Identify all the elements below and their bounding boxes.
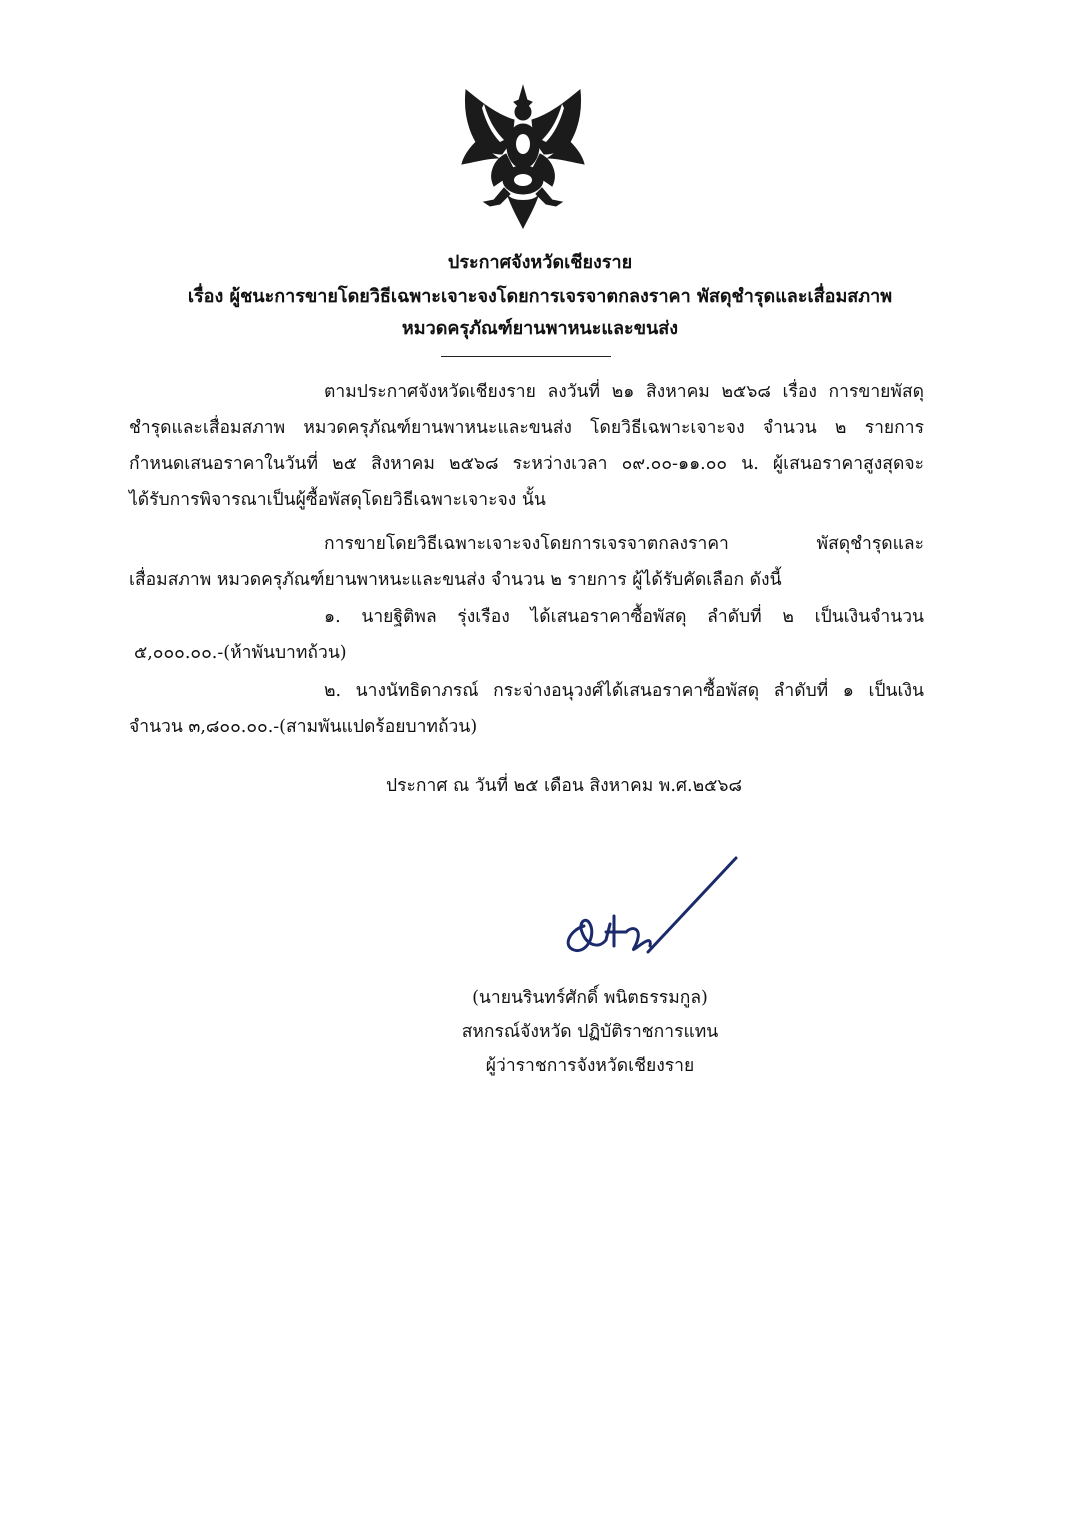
para1-line2: ชำรุดและเสื่อมสภาพ หมวดครุภัณฑ์ยานพาหนะและขนส่ง โดยวิธีเฉพาะเจาะจง จำนวน ๒ รายการ <box>129 418 924 438</box>
announcement-subject: เรื่อง ผู้ชนะการขายโดยวิธีเฉพาะเจาะจงโดยการเจรจาตกลงราคา พัสดุชำรุดและเสื่อมสภาพ <box>187 286 893 307</box>
handwritten-signature <box>540 852 740 962</box>
winner-item-1: ๑. นายฐิติพล รุ่งเรือง ได้เสนอราคาซื้อพัสดุ ลำดับที่ ๒ เป็นเงินจำนวน <box>324 607 924 627</box>
signatory-name: (นายนรินทร์ศักดิ์ พนิตธรรมกูล) <box>472 988 708 1008</box>
announcement-title: ประกาศจังหวัดเชียงราย <box>447 252 633 273</box>
announcement-category: หมวดครุภัณฑ์ยานพาหนะและขนส่ง <box>401 318 679 339</box>
para1-line4: ได้รับการพิจารณาเป็นผู้ซื้อพัสดุโดยวิธีเฉพาะเจาะจง นั้น <box>129 490 546 510</box>
winner-item-2-amount: จำนวน ๓,๘๐๐.๐๐.-(สามพันแปดร้อยบาทถ้วน) <box>129 717 478 737</box>
winner-item-2: ๒. นางนัทธิดาภรณ์ กระจ่างอนุวงศ์ได้เสนอราคาซื้อพัสดุ ลำดับที่ ๑ เป็นเงิน <box>324 681 924 701</box>
signatory-position: สหกรณ์จังหวัด ปฏิบัติราชการแทน <box>461 1022 719 1042</box>
para2-line2: เสื่อมสภาพ หมวดครุภัณฑ์ยานพาหนะและขนส่ง จำนวน ๒ รายการ ผู้ได้รับคัดเลือก ดังนี้ <box>129 570 782 590</box>
winner-item-1-amount: ๕,๐๐๐.๐๐.-(ห้าพันบาทถ้วน) <box>134 643 347 663</box>
garuda-emblem-icon <box>454 84 592 230</box>
para1-line1: ตามประกาศจังหวัดเชียงราย ลงวันที่ ๒๑ สิงหาคม ๒๕๖๘ เรื่อง การขายพัสดุ <box>324 382 924 402</box>
announcement-date: ประกาศ ณ วันที่ ๒๕ เดือน สิงหาคม พ.ศ.๒๕๖๘ <box>386 776 742 796</box>
signatory-title: ผู้ว่าราชการจังหวัดเชียงราย <box>485 1056 695 1076</box>
para1-line3: กำหนดเสนอราคาในวันที่ ๒๕ สิงหาคม ๒๕๖๘ ระหว่างเวลา ๐๙.๐๐-๑๑.๐๐ น. ผู้เสนอราคาสูงสุดจะ <box>129 454 924 474</box>
title-divider <box>441 356 611 357</box>
para2-line1: การขายโดยวิธีเฉพาะเจาะจงโดยการเจรจาตกลงราคา พัสดุชำรุดและ <box>324 534 924 554</box>
